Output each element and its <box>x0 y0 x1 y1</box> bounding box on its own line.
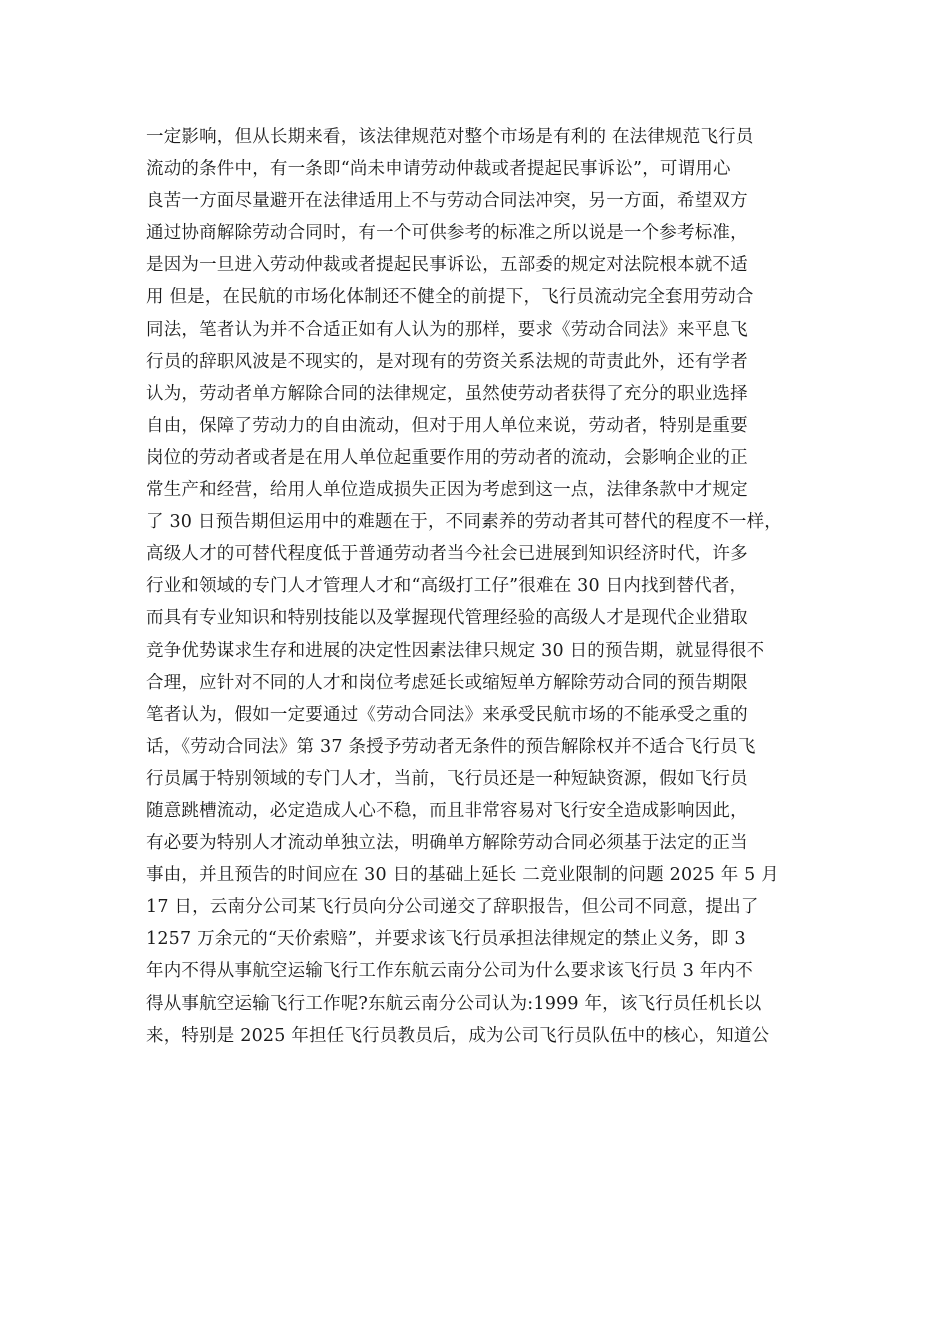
text-line: 话，《劳动合同法》第 37 条授予劳动者无条件的预告解除权并不适合飞行员飞 <box>146 736 756 757</box>
text-line: 岗位的劳动者或者是在用人单位起重要作用的劳动者的流动，会影响企业的正 <box>146 447 748 468</box>
text-line: 了 30 日预告期但运用中的难题在于，不同素养的劳动者其可替代的程度不一样， <box>146 512 782 533</box>
text-line: 常生产和经营，给用人单位造成损失正因为考虑到这一点，法律条款中才规定 <box>146 480 748 501</box>
text-line: 1257 万余元的“天价索赔”，并要求该飞行员承担法律规定的禁止义务，即 3 <box>146 929 746 950</box>
text-line: 而具有专业知识和特别技能以及掌握现代管理经验的高级人才是现代企业猎取 <box>146 608 748 629</box>
text-line: 自由，保障了劳动力的自由流动，但对于用人单位来说，劳动者，特别是重要 <box>146 415 748 436</box>
text-line: 17 日，云南分公司某飞行员向分公司递交了辞职报告，但公司不同意，提出了 <box>146 897 759 918</box>
text-line: 同法，笔者认为并不合适正如有人认为的那样，要求《劳动合同法》来平息飞 <box>146 319 748 340</box>
text-line: 高级人才的可替代程度低于普通劳动者当今社会已进展到知识经济时代，许多 <box>146 544 748 565</box>
text-line: 流动的条件中，有一条即“尚未申请劳动仲裁或者提起民事诉讼”，可谓用心 <box>146 159 731 180</box>
text-line: 一定影响，但从长期来看，该法律规范对整个市场是有利的 在法律规范飞行员 <box>146 127 754 147</box>
text-line: 事由，并且预告的时间应在 30 日的基础上延长 二竞业限制的问题 2025 年 5 月 <box>146 865 779 886</box>
text-line: 用 但是，在民航的市场化体制还不健全的前提下，飞行员流动完全套用劳动合 <box>146 287 754 308</box>
text-line: 行员的辞职风波是不现实的，是对现有的劳资关系法规的苛责此外，还有学者 <box>146 351 748 372</box>
text-line: 来，特别是 2025 年担任飞行员教员后，成为公司飞行员队伍中的核心，知道公 <box>146 1025 770 1046</box>
text-line: 通过协商解除劳动合同时，有一个可供参考的标准之所以说是一个参考标准， <box>146 223 748 244</box>
text-line: 竞争优势谋求生存和进展的决定性因素法律只规定 30 日的预告期，就显得很不 <box>146 640 765 661</box>
text-line: 良苦一方面尽量避开在法律适用上不与劳动合同法冲突，另一方面，希望双方 <box>146 191 748 212</box>
text-line: 笔者认为，假如一定要通过《劳动合同法》来承受民航市场的不能承受之重的 <box>146 704 748 725</box>
text-line: 得从事航空运输飞行工作呢?东航云南分公司认为:1999 年，该飞行员任机长以 <box>146 993 762 1014</box>
text-line: 行业和领域的专门人才管理人才和“高级打工仔”很难在 30 日内找到替代者， <box>146 576 748 597</box>
body-text <box>146 121 810 1052</box>
text-line: 行员属于特别领域的专门人才，当前，飞行员还是一种短缺资源，假如飞行员 <box>146 768 748 789</box>
text-line: 合理，应针对不同的人才和岗位考虑延长或缩短单方解除劳动合同的预告期限 <box>146 672 748 693</box>
text-line: 是因为一旦进入劳动仲裁或者提起民事诉讼，五部委的规定对法院根本就不适 <box>146 255 748 276</box>
text-line: 年内不得从事航空运输飞行工作东航云南分公司为什么要求该飞行员 3 年内不 <box>146 961 753 982</box>
text-line: 认为，劳动者单方解除合同的法律规定，虽然使劳动者获得了充分的职业选择 <box>146 383 748 404</box>
text-line: 有必要为特别人才流动单独立法，明确单方解除劳动合同必须基于法定的正当 <box>146 833 748 854</box>
text-line: 随意跳槽流动，必定造成人心不稳，而且非常容易对飞行安全造成影响因此， <box>146 800 748 821</box>
